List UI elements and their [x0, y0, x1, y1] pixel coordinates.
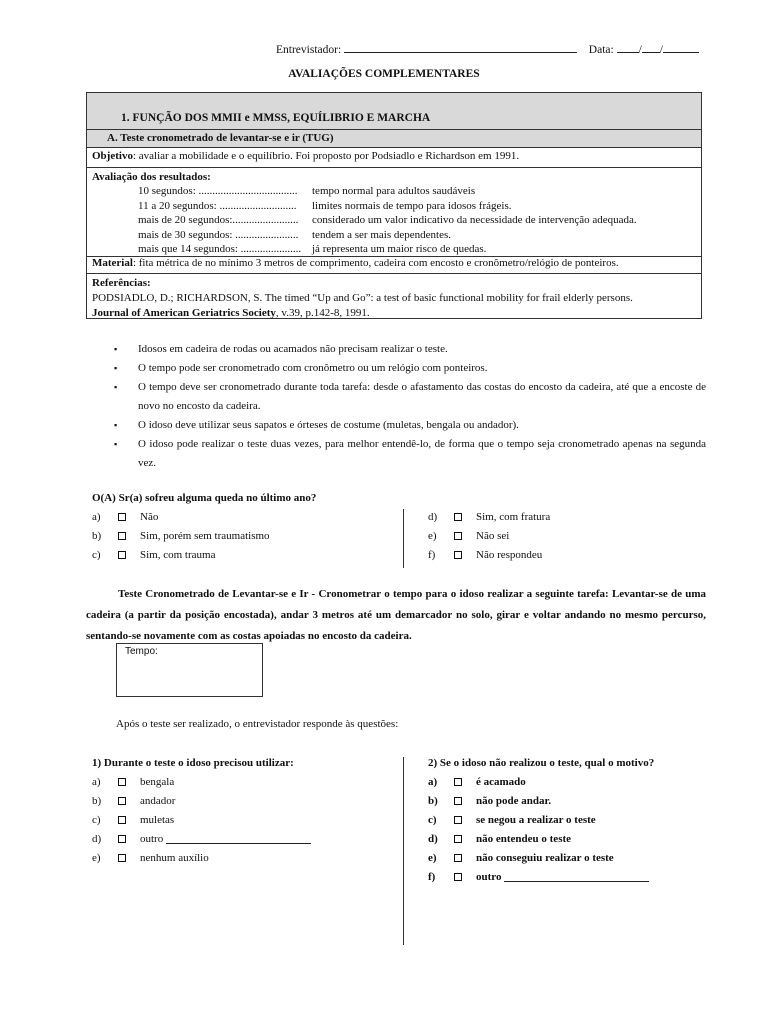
q1-option-c[interactable]: c) muletas	[92, 813, 175, 826]
list-item: ▪ O idoso deve utilizar seus sapatos e órteses de costume (muletas, bengala ou andador).	[114, 419, 519, 431]
date-separator: /	[638, 44, 642, 56]
checkbox[interactable]	[118, 532, 126, 540]
checkbox[interactable]	[118, 513, 126, 521]
q2-other-field[interactable]	[504, 871, 649, 882]
info-table	[86, 92, 702, 319]
page-title: AVALIAÇÕES COMPLEMENTARES	[288, 68, 480, 80]
fall-option-c[interactable]: c) Sim, com trauma	[92, 548, 216, 561]
results-row	[87, 168, 701, 257]
references-row	[87, 274, 701, 318]
date-separator: /	[659, 44, 663, 56]
section-subheading: A. Teste cronometrado de levantar-se e ir (TUG)	[87, 130, 701, 148]
fall-options-left	[92, 507, 270, 564]
date-day-field[interactable]	[617, 42, 639, 53]
checkbox[interactable]	[118, 835, 126, 843]
checkbox[interactable]	[118, 854, 126, 862]
objective-text: : avaliar a mobilidade e o equilíbrio. Foi proposto por Podsiadlo e Richardson em 1991.	[132, 150, 520, 162]
date-label: Data:	[588, 44, 614, 56]
fall-option-e[interactable]: e) Não sei	[428, 529, 510, 542]
fall-option-a[interactable]: a) Não	[92, 510, 159, 523]
checkbox[interactable]	[454, 854, 462, 862]
checkbox[interactable]	[454, 835, 462, 843]
material-label: Material	[92, 257, 133, 269]
date-year-field[interactable]	[663, 42, 699, 53]
section-heading: 1. FUNÇÃO DOS MMII e MMSS, EQUÍLIBRIO E MARCHA	[87, 93, 701, 130]
checkbox[interactable]	[118, 816, 126, 824]
objective-row	[87, 148, 701, 168]
references-label: Referências:	[92, 277, 151, 289]
list-item: ▪ O idoso pode realizar o teste duas vezes, para melhor entendê-lo, de forma que o tempo seja cronometrado apenas na segunda vez.	[114, 438, 706, 469]
checkbox[interactable]	[454, 816, 462, 824]
objective-label: Objetivo	[92, 150, 133, 162]
result-line: 10 segundos: .................................... tempo normal para adultos saudáveis	[138, 185, 476, 197]
q2-options	[428, 772, 649, 886]
material-text: : fita métrica de no mínimo 3 metros de comprimento, cadeira com encosto e cronômetro/relógio de ponteiros.	[132, 257, 619, 269]
fall-option-f[interactable]: f) Não respondeu	[428, 548, 543, 561]
list-item: ▪ Idosos em cadeira de rodas ou acamados não precisam realizar o teste.	[114, 343, 448, 355]
test-instruction: Teste Cronometrado de Levantar-se e Ir - Cronometrar o tempo para o idoso realizar a seguinte tarefa: Levantar-se de uma cadeira (a partir da posição encostada), andar 3 metros até um demarcador no solo, girar e voltar andando no mesmo percurso, sentando-se novamente com as costas apoiadas no encosto da cadeira.	[86, 588, 706, 642]
q2-heading: 2) Se o idoso não realizou o teste, qual o motivo?	[428, 757, 655, 769]
fall-question-heading: O(A) Sr(a) sofreu alguma queda no último ano?	[92, 492, 317, 504]
q1-other-field[interactable]	[166, 833, 311, 844]
checkbox[interactable]	[118, 778, 126, 786]
checkbox[interactable]	[454, 551, 462, 559]
q2-option-f[interactable]: f) outro	[428, 867, 649, 886]
tempo-field[interactable]	[116, 643, 263, 697]
q1-options	[92, 772, 311, 867]
material-row	[87, 257, 701, 274]
list-item: ▪ O tempo deve ser cronometrado durante toda tarefa: desde o afastamento das costas do encosto da cadeira, até que a encoste de novo no encosto da cadeira.	[114, 381, 706, 412]
q1-option-d[interactable]: d) outro	[92, 829, 311, 848]
after-test-text: Após o teste ser realizado, o entrevistador responde às questões:	[116, 718, 399, 730]
checkbox[interactable]	[454, 778, 462, 786]
fall-option-d[interactable]: d) Sim, com fratura	[428, 510, 551, 523]
column-divider	[403, 509, 404, 568]
list-item: ▪ O tempo pode ser cronometrado com cronômetro ou um relógio com ponteiros.	[114, 362, 488, 374]
q1-option-e[interactable]: e) nenhum auxílio	[92, 851, 209, 864]
result-line: mais de 20 segundos:........................ considerado um valor indicativo da necessidade de intervenção adequada.	[138, 214, 637, 227]
interviewer-field[interactable]	[344, 42, 577, 53]
results-label: Avaliação dos resultados:	[92, 171, 211, 183]
q2-option-d[interactable]: d) não entendeu o teste	[428, 832, 572, 845]
q2-option-a[interactable]: a) é acamado	[428, 775, 526, 788]
instructions-list	[114, 340, 706, 473]
fall-options-right	[428, 507, 550, 564]
checkbox[interactable]	[454, 532, 462, 540]
date-month-field[interactable]	[642, 42, 660, 53]
result-line: mais de 30 segundos: ....................... tendem a ser mais dependentes.	[138, 228, 451, 241]
reference-journal-line: Journal of American Geriatrics Society, v.39, p.142-8, 1991.	[92, 307, 370, 319]
tempo-label: Tempo:	[125, 646, 158, 657]
checkbox[interactable]	[454, 797, 462, 805]
checkbox[interactable]	[118, 551, 126, 559]
q1-option-b[interactable]: b) andador	[92, 794, 176, 807]
interviewer-label: Entrevistador:	[276, 44, 342, 56]
q2-option-c[interactable]: c) se negou a realizar o teste	[428, 813, 596, 826]
reference-citation: PODSIADLO, D.; RICHARDSON, S. The timed “Up and Go”: a test of basic functional mobility for frail elderly persons.	[92, 292, 633, 304]
result-line: mais que 14 segundos: ...................... já representa um maior risco de quedas.	[138, 243, 487, 256]
checkbox[interactable]	[454, 873, 462, 881]
result-line: 11 a 20 segundos: ............................ limites normais de tempo para idosos frágeis.	[138, 199, 512, 212]
checkbox[interactable]	[454, 513, 462, 521]
form-header	[276, 42, 699, 56]
column-divider	[403, 757, 404, 945]
checkbox[interactable]	[118, 797, 126, 805]
q2-option-b[interactable]: b) não pode andar.	[428, 794, 552, 807]
q1-option-a[interactable]: a) bengala	[92, 775, 175, 788]
q1-heading: 1) Durante o teste o idoso precisou utilizar:	[92, 757, 294, 769]
q2-option-e[interactable]: e) não conseguiu realizar o teste	[428, 851, 614, 864]
fall-option-b[interactable]: b) Sim, porém sem traumatismo	[92, 529, 270, 542]
